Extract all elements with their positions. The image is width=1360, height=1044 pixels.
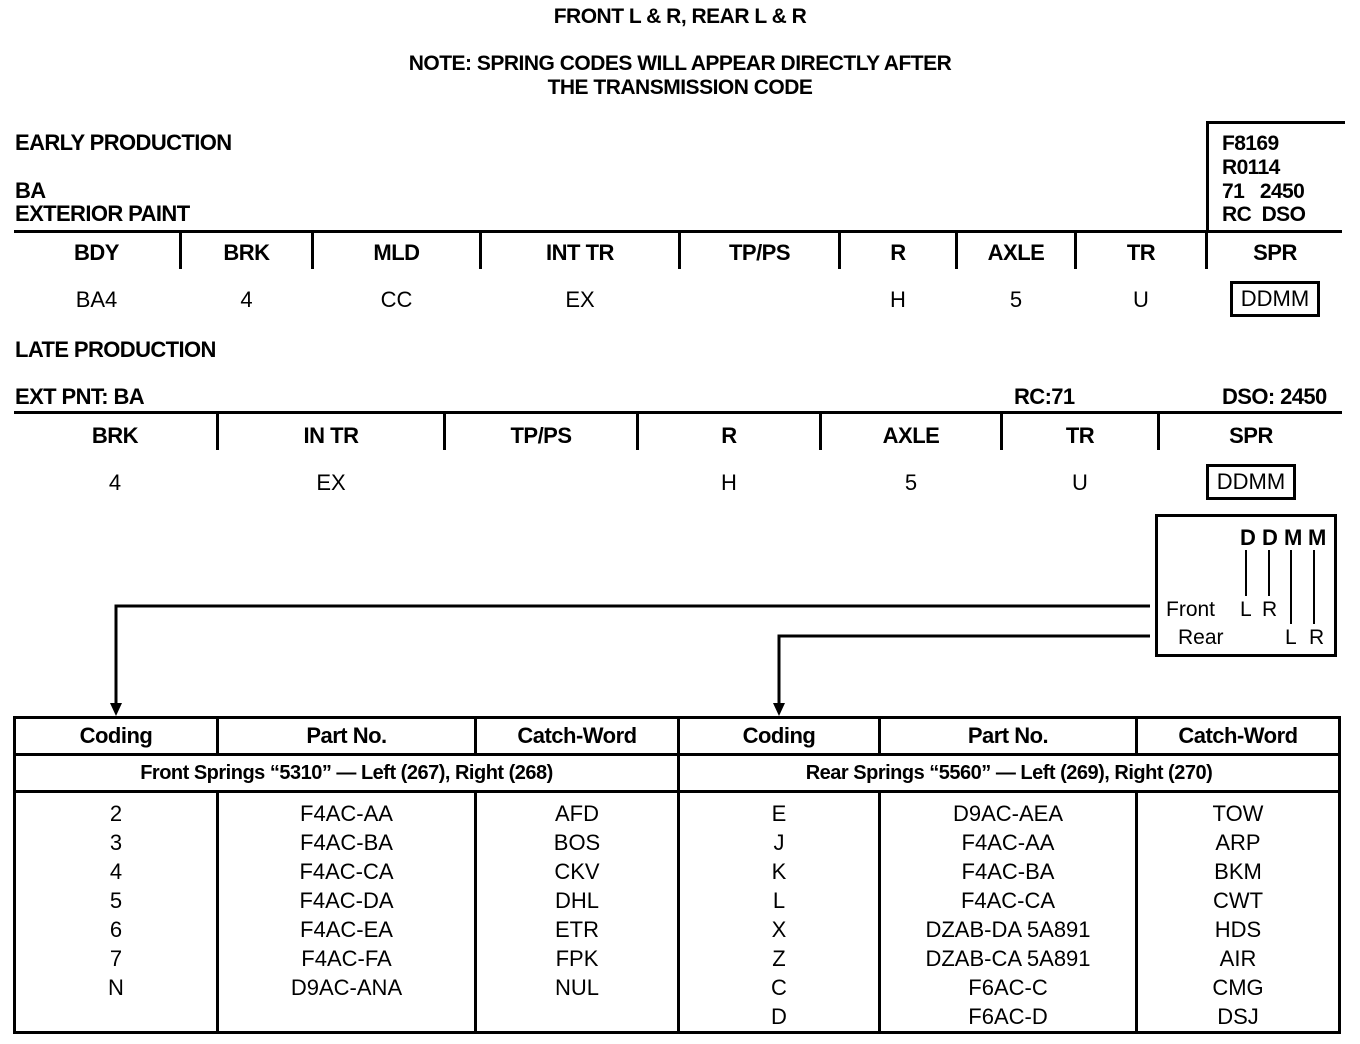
list-item: F4AC-AA (961, 830, 1055, 855)
legend-rear-left: L (1285, 626, 1297, 649)
legend-front-left: L (1240, 598, 1252, 621)
early-col-tp-ps: TP/PS (728, 240, 791, 265)
rear-coding-column (679, 792, 880, 1033)
late-val-r: H (721, 470, 737, 495)
reference-line-3: 71 2450 (1222, 180, 1305, 203)
note-line-2: THE TRANSMISSION CODE (547, 76, 813, 99)
list-item: F4AC-EA (300, 917, 393, 942)
reference-line-4: RC DSO (1222, 203, 1306, 226)
early-val-tr: U (1133, 287, 1149, 312)
spring-table (13, 716, 1341, 1034)
late-rc: RC:71 (1014, 384, 1075, 409)
list-item: F4AC-DA (299, 888, 394, 913)
late-col-spr: SPR (1229, 423, 1273, 448)
legend-tick (1313, 550, 1315, 624)
rear-springs-title: Rear Springs “5560” — Left (269), Right (270) (679, 755, 1340, 792)
list-item: ETR (555, 917, 599, 942)
list-item: D (771, 1004, 787, 1029)
early-col-bdy: BDY (74, 240, 119, 265)
legend-tick (1268, 550, 1270, 596)
list-item: TOW (1212, 801, 1264, 826)
list-item: DSJ (1217, 1004, 1259, 1029)
list-item: F6AC-D (968, 1004, 1048, 1029)
early-val-r: H (890, 287, 906, 312)
reference-line-2: R0114 (1222, 156, 1280, 179)
list-item: DZAB-DA 5A891 (925, 917, 1091, 942)
late-production-heading: LATE PRODUCTION (15, 337, 216, 362)
legend-letter: M (1308, 525, 1327, 550)
late-val-spr-box (1160, 464, 1342, 500)
list-item: J (773, 830, 785, 855)
late-col-axle: AXLE (882, 423, 940, 448)
front-catch-word-header: Catch-Word (476, 718, 679, 755)
rear-part-no-column (880, 792, 1137, 1033)
front-coding-column (15, 792, 218, 1033)
early-col-axle: AXLE (987, 240, 1045, 265)
front-arrowhead (110, 703, 122, 716)
early-col-spr: SPR (1253, 240, 1297, 265)
list-item: Z (772, 946, 786, 971)
early-paint-label: EXTERIOR PAINT (15, 201, 190, 226)
legend-tick (1245, 550, 1247, 596)
list-item: E (771, 801, 787, 826)
list-item: DZAB-CA 5A891 (925, 946, 1091, 971)
list-item: F4AC-BA (300, 830, 393, 855)
list-item: 3 (109, 830, 123, 855)
front-part-no-header: Part No. (218, 718, 476, 755)
list-item: 7 (109, 946, 123, 971)
late-val-brk: 4 (108, 470, 122, 495)
page-title: FRONT L & R, REAR L & R (553, 5, 807, 28)
list-item: CKV (554, 859, 600, 884)
rear-connector-line (779, 636, 1150, 706)
list-item: HDS (1214, 917, 1262, 942)
list-item: FPK (555, 946, 599, 971)
front-coding-header: Coding (15, 718, 218, 755)
legend-letter: D (1240, 525, 1256, 550)
list-item: D9AC-ANA (290, 975, 403, 1000)
list-item: F4AC-BA (961, 859, 1055, 884)
late-val-axle: 5 (904, 470, 918, 495)
spring-table-subtitle-row (15, 755, 1340, 792)
list-item: F4AC-FA (301, 946, 392, 971)
list-item: 2 (109, 801, 123, 826)
list-item: F6AC-C (968, 975, 1048, 1000)
list-item: 5 (109, 888, 123, 913)
late-ext-paint: EXT PNT: BA (15, 384, 145, 409)
rear-coding-header: Coding (679, 718, 880, 755)
late-col-brk: BRK (91, 423, 139, 448)
late-val-in-tr: EX (316, 470, 346, 495)
legend-front-label: Front (1166, 598, 1216, 621)
list-item: F4AC-CA (299, 859, 394, 884)
legend-rear-right: R (1309, 626, 1325, 649)
early-val-bdy: BA4 (75, 287, 118, 312)
list-item: 6 (109, 917, 123, 942)
front-springs-title: Front Springs “5310” — Left (267), Right (268) (15, 755, 679, 792)
list-item: L (772, 888, 786, 913)
reference-line-1: F8169 (1222, 132, 1279, 155)
list-item: F4AC-AA (300, 801, 393, 826)
list-item: N (108, 975, 124, 1000)
early-paint-code: BA (15, 178, 46, 203)
legend-letter: M (1284, 525, 1303, 550)
early-col-int-tr: INT TR (546, 240, 614, 265)
list-item: DHL (554, 888, 599, 913)
rear-part-no-header: Part No. (880, 718, 1137, 755)
late-val-spr: DDMM (1206, 464, 1296, 500)
list-item: CWT (1212, 888, 1264, 913)
early-val-axle: 5 (1009, 287, 1023, 312)
late-col-in-tr: IN TR (303, 423, 359, 448)
list-item: 4 (109, 859, 123, 884)
legend-rear-label: Rear (1178, 626, 1224, 649)
list-item: X (771, 917, 787, 942)
early-col-mld: MLD (373, 240, 420, 265)
legend-tick (1290, 550, 1292, 624)
spring-table-body-row (15, 792, 1340, 1033)
list-item: BOS (553, 830, 601, 855)
early-col-brk: BRK (223, 240, 270, 265)
list-item: ARP (1215, 830, 1261, 855)
early-val-spr: DDMM (1230, 281, 1320, 317)
legend-letter: D (1262, 525, 1278, 550)
list-item: D9AC-AEA (952, 801, 1064, 826)
late-header-rule (14, 411, 1342, 414)
early-col-tr: TR (1126, 240, 1156, 265)
rear-catch-word-header: Catch-Word (1137, 718, 1340, 755)
late-dso: DSO: 2450 (1222, 384, 1327, 409)
late-col-tr: TR (1065, 423, 1095, 448)
legend-front-right: R (1262, 598, 1278, 621)
spring-table-header-row (15, 718, 1340, 755)
list-item: NUL (554, 975, 599, 1000)
list-item: AFD (555, 801, 599, 826)
rear-catch-word-column (1137, 792, 1340, 1033)
front-connector-line (116, 606, 1150, 706)
late-col-tp-ps: TP/PS (510, 423, 572, 448)
spring-code-legend (1155, 514, 1337, 657)
late-val-tr: U (1072, 470, 1088, 495)
front-catch-word-column (476, 792, 679, 1033)
list-item: AIR (1219, 946, 1257, 971)
list-item: BKM (1214, 859, 1262, 884)
late-col-r: R (721, 423, 737, 448)
front-part-no-column (218, 792, 476, 1033)
early-col-r: R (890, 240, 906, 265)
early-val-mld: CC (380, 287, 413, 312)
rear-arrowhead (773, 703, 785, 716)
list-item: C (771, 975, 787, 1000)
list-item: K (771, 859, 787, 884)
early-val-int-tr: EX (565, 287, 595, 312)
list-item: CMG (1212, 975, 1264, 1000)
early-val-brk: 4 (240, 287, 253, 312)
early-production-heading: EARLY PRODUCTION (15, 130, 232, 155)
list-item: F4AC-CA (960, 888, 1056, 913)
early-val-spr-box (1208, 281, 1342, 317)
note-line-1: NOTE: SPRING CODES WILL APPEAR DIRECTLY AFTER (408, 52, 952, 75)
